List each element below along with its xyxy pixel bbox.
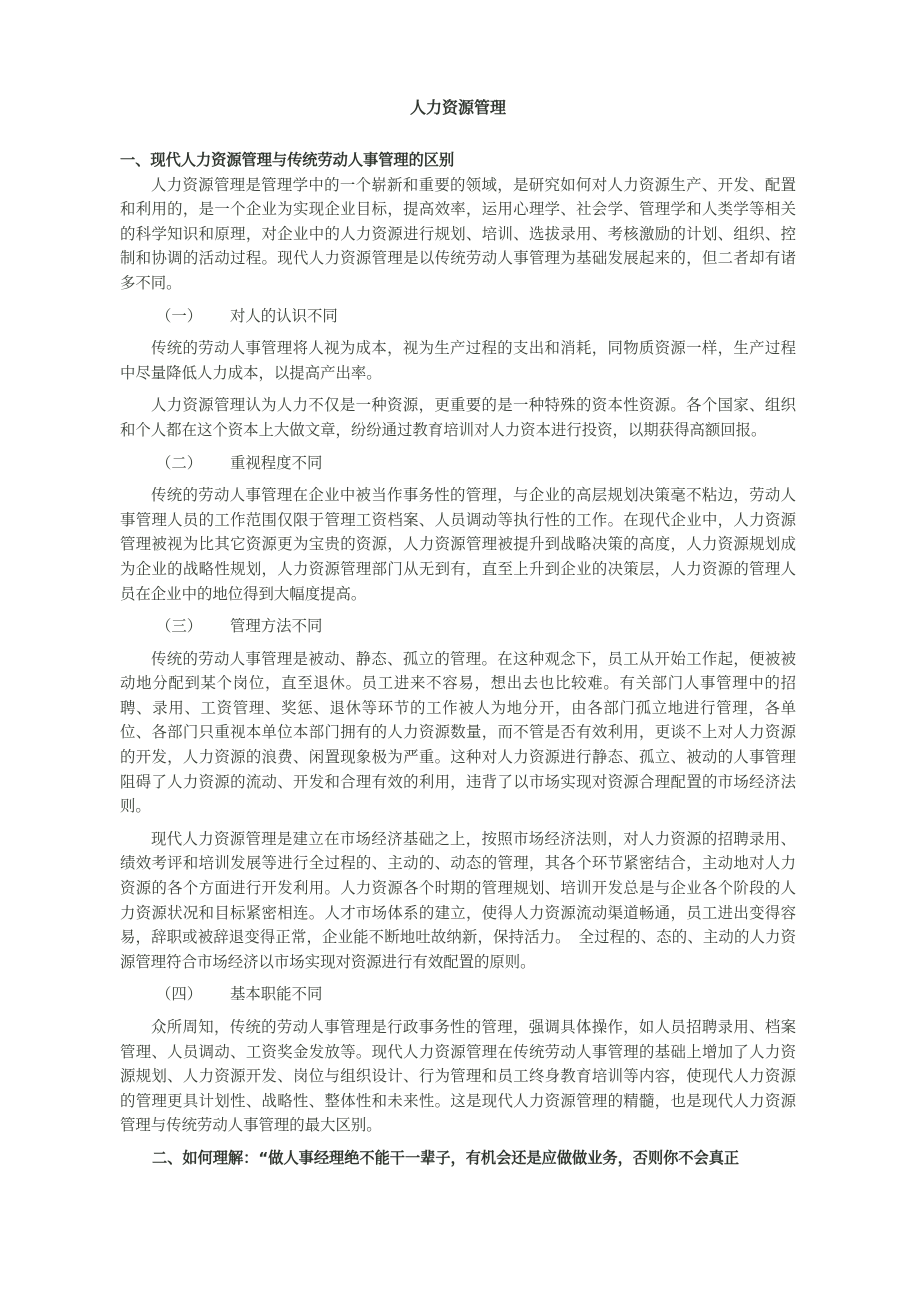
paragraph: 众所周知，传统的劳动人事管理是行政事务性的管理，强调具体操作，如人员招聘录用、档案管理、人员调动、工资奖金发放等。现代人力资源管理在传统劳动人事管理的基础上增加了人力资源规划、人力资源开发、岗位与组织设计、行为管理和员工终身教育培训等内容，使现代人力资源的管理更具计划性、战略性、整体性和未来性。这是现代人力资源管理的精髓，也是现代人力资源管理与传统劳动人事管理的最大区别。 <box>120 1018 796 1135</box>
subsection-number: （三） <box>156 617 203 636</box>
subsection-number: （二） <box>156 453 203 472</box>
subsection-number: （一） <box>156 306 203 325</box>
section-2-heading: 二、如何理解：“做人事经理绝不能干一辈子，有机会还是应做做业务，否则你不会真正 <box>152 1148 740 1167</box>
document-page <box>120 96 796 1171</box>
paragraph: 传统的劳动人事管理将人视为成本，视为生产过程的支出和消耗，同物质资源一样，生产过程中尽量降低人力成本，以提高产出率。 <box>120 339 796 382</box>
subsection-1-heading <box>120 304 796 329</box>
section-1-intro: 人力资源管理是管理学中的一个崭新和重要的领域，是研究如何对人力资源生产、开发、配置和利用的，是一个企业为实现企业目标，提高效率，运用心理学、社会学、管理学和人类学等相关的科学知识和原理，对企业中的人力资源进行规划、培训、选拔录用、考核激励的计划、组织、控制和协调的活动过程。现代人力资源管理是以传统劳动人事管理为基础发展起来的，但二者却有诸多不同。 <box>120 175 796 292</box>
subsection-label: 对人的认识不同 <box>230 306 338 325</box>
document-title: 人力资源管理 <box>409 98 506 117</box>
subsection-4-heading <box>120 982 796 1007</box>
paragraph: 传统的劳动人事管理是被动、静态、孤立的管理。在这种观念下，员工从开始工作起，便被被动地分配到某个岗位，直至退休。员工进来不容易，想出去也比较难。有关部门人事管理中的招聘、录用、工资管理、奖惩、退休等环节的工作被人为地分开，由各部门孤立地进行管理，各单位、各部门只重视本单位本部门拥有的人力资源数量，而不管是否有效利用，更谈不上对人力资源的开发，人力资源的浪费、闲置现象极为严重。这种对人力资源进行静态、孤立、被动的人事管理阻碍了人力资源的流动、开发和合理有效的利用，违背了以市场实现对资源合理配置的市场经济法则。 <box>120 649 796 816</box>
subsection-label: 管理方法不同 <box>230 617 323 636</box>
paragraph: 传统的劳动人事管理在企业中被当作事务性的管理，与企业的高层规划决策毫不粘边，劳动人事管理人员的工作范围仅限于管理工资档案、人员调动等执行性的工作。在现代企业中，人力资源管理被视为比其它资源更为宝贵的资源，人力资源管理被提升到战略决策的高度，人力资源规划成为企业的战略性规划，人力资源管理部门从无到有，直至上升到企业的决策层，人力资源的管理人员在企业中的地位得到大幅度提高。 <box>120 486 796 603</box>
subsection-label: 重视程度不同 <box>230 453 323 472</box>
paragraph: 现代人力资源管理是建立在市场经济基础之上，按照市场经济法则，对人力资源的招聘录用、绩效考评和培训发展等进行全过程的、主动的、动态的管理，其各个环节紧密结合，主动地对人力资源的各个方面进行开发利用。人力资源各个时期的管理规划、培训开发总是与企业各个阶段的人力资源状况和目标紧密相连。人才市场体系的建立，使得人力资源流动渠道畅通，员工进出变得容易，辞职或被辞退变得正常，企业能不断地吐故纳新，保持活力。 全过程的、态的、主动的人力资源管理符合市场经济以市场实现对资源进行有效配置的原则。 <box>120 829 796 971</box>
subsection-2-heading <box>120 451 796 476</box>
section-1-heading: 一、现代人力资源管理与传统劳动人事管理的区别 <box>120 151 455 169</box>
subsection-number: （四） <box>156 985 203 1004</box>
subsection-label: 基本职能不同 <box>230 985 323 1004</box>
subsection-3-heading <box>120 614 796 639</box>
paragraph: 人力资源管理认为人力不仅是一种资源，更重要的是一种特殊的资本性资源。各个国家、组织和个人都在这个资本上大做文章，纷纷通过教育培训对人力资本进行投资，以期获得高额回报。 <box>120 396 796 439</box>
